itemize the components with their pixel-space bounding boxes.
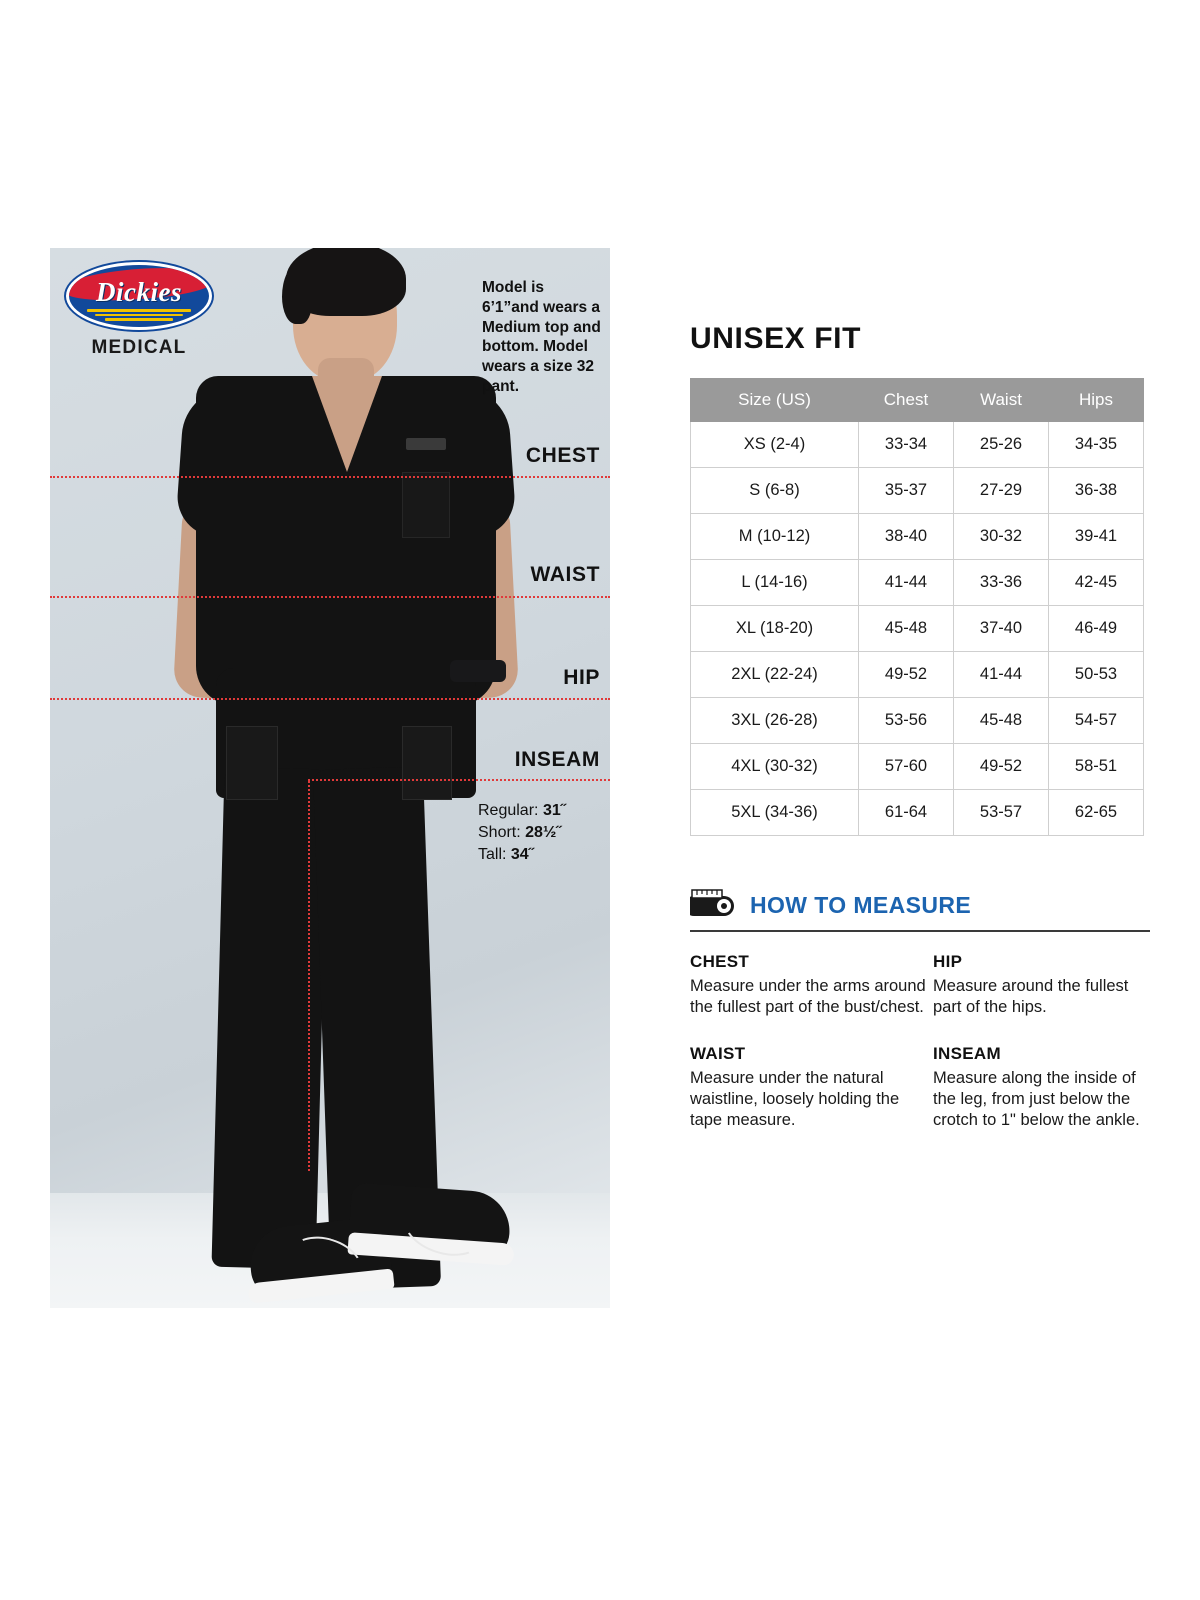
measure-item-hip-text: Measure around the fullest part of the hips. — [933, 977, 1129, 1017]
cell-size: XS (2-4) — [691, 422, 859, 468]
inseam-guide-line-horizontal — [308, 779, 610, 781]
scrub-top-chest-pocket — [402, 472, 450, 538]
how-to-measure-items — [690, 952, 1150, 1132]
size-chart-table — [690, 378, 1144, 836]
measure-item-inseam — [933, 1044, 1143, 1131]
cell-chest: 33-34 — [859, 422, 954, 468]
cell-chest: 57-60 — [859, 744, 954, 790]
cell-chest: 41-44 — [859, 560, 954, 606]
inseam-guide-line-vertical — [308, 781, 310, 1171]
inseam-option-regular-value: 31˝ — [542, 802, 567, 819]
size-chart-panel — [690, 322, 1150, 1132]
cell-chest: 38-40 — [859, 514, 954, 560]
table-row — [691, 790, 1144, 836]
measure-item-hip-title: HIP — [933, 952, 963, 971]
dickies-logo-bars-icon — [69, 309, 209, 322]
table-row — [691, 744, 1144, 790]
inseam-option-short-label: Short: — [478, 824, 521, 842]
inseam-option-tall-value: 34˝ — [510, 846, 535, 864]
table-row — [691, 698, 1144, 744]
measure-item-chest-title: CHEST — [690, 952, 750, 971]
cell-waist: 41-44 — [954, 652, 1049, 698]
cell-waist: 27-29 — [954, 468, 1049, 514]
scrub-top-brand-tag — [406, 438, 446, 450]
how-to-measure-title: HOW TO MEASURE — [750, 891, 972, 918]
column-header-hips: Hips — [1049, 379, 1144, 422]
chest-guide-label: CHEST — [525, 444, 600, 467]
measure-item-hip — [933, 952, 1143, 1018]
cell-waist: 30-32 — [954, 514, 1049, 560]
cell-chest: 49-52 — [859, 652, 954, 698]
cell-size: 4XL (30-32) — [691, 744, 859, 790]
cell-size: S (6-8) — [691, 468, 859, 514]
cell-chest: 35-37 — [859, 468, 954, 514]
cell-chest: 61-64 — [859, 790, 954, 836]
cell-waist: 33-36 — [954, 560, 1049, 606]
cell-size: XL (18-20) — [691, 606, 859, 652]
measure-item-waist-title: WAIST — [690, 1044, 746, 1064]
scrub-pant-left-cargo-pocket — [226, 726, 278, 800]
table-row — [691, 652, 1144, 698]
inseam-option-short — [478, 822, 610, 844]
cell-hips: 50-53 — [1049, 652, 1144, 698]
dickies-logo-wordmark: Dickies — [96, 277, 182, 307]
measure-item-inseam-text: Measure along the inside of the leg, from just below the crotch to 1" below the ankle. — [933, 1069, 1140, 1130]
tape-measure-icon — [690, 888, 740, 922]
wrist-watch — [450, 660, 506, 682]
page-title: UNISEX FIT — [690, 322, 862, 355]
inseam-guide-label: INSEAM — [514, 748, 600, 771]
inseam-length-options — [478, 800, 610, 866]
waist-guide-label: WAIST — [530, 563, 600, 586]
table-row — [691, 606, 1144, 652]
cell-size: M (10-12) — [691, 514, 859, 560]
cell-hips: 46-49 — [1049, 606, 1144, 652]
cell-hips: 54-57 — [1049, 698, 1144, 744]
scrub-pant-left-leg — [211, 767, 328, 1270]
column-header-waist: Waist — [954, 379, 1049, 422]
column-header-chest: Chest — [859, 379, 954, 422]
cell-hips: 39-41 — [1049, 514, 1144, 560]
model-note-text: Model is 6’1”and wears a Medium top and bottom. Model wears a size 32 pant. — [482, 279, 601, 396]
measure-item-inseam-title: INSEAM — [933, 1044, 1001, 1064]
inseam-option-regular — [478, 800, 610, 822]
hip-guide-label: HIP — [563, 666, 600, 689]
table-row — [691, 560, 1144, 606]
measure-item-chest — [690, 952, 933, 1018]
cell-hips: 58-51 — [1049, 744, 1144, 790]
inseam-option-tall — [478, 844, 610, 866]
how-to-measure-header — [690, 888, 1150, 922]
chest-guide-line — [50, 476, 610, 478]
column-header-size: Size (US) — [691, 379, 859, 422]
cell-waist: 49-52 — [954, 744, 1049, 790]
hip-guide-line — [50, 698, 610, 700]
cell-size: 2XL (22-24) — [691, 652, 859, 698]
table-row — [691, 468, 1144, 514]
inseam-option-short-value: 28½˝ — [525, 824, 562, 842]
scrub-pant-right-cargo-pocket — [402, 726, 452, 800]
dickies-logo-oval — [66, 262, 212, 330]
cell-size: 5XL (34-36) — [691, 790, 859, 836]
measure-item-chest-text: Measure under the arms around the fullest part of the bust/chest. — [690, 977, 926, 1017]
table-row — [691, 422, 1144, 468]
cell-hips: 36-38 — [1049, 468, 1144, 514]
dickies-logo — [64, 262, 214, 359]
cell-hips: 62-65 — [1049, 790, 1144, 836]
table-header-row — [691, 379, 1144, 422]
cell-chest: 53-56 — [859, 698, 954, 744]
model-photo-panel — [50, 248, 610, 1308]
cell-size: 3XL (26-28) — [691, 698, 859, 744]
measure-item-waist — [690, 1044, 933, 1131]
cell-hips: 34-35 — [1049, 422, 1144, 468]
waist-guide-line — [50, 596, 610, 598]
cell-waist: 45-48 — [954, 698, 1049, 744]
cell-waist: 25-26 — [954, 422, 1049, 468]
cell-waist: 37-40 — [954, 606, 1049, 652]
dickies-logo-registered-mark: ® — [200, 313, 206, 322]
model-figure-hair-side — [282, 264, 312, 324]
cell-chest: 45-48 — [859, 606, 954, 652]
cell-size: L (14-16) — [691, 560, 859, 606]
cell-waist: 53-57 — [954, 790, 1049, 836]
cell-hips: 42-45 — [1049, 560, 1144, 606]
measure-item-waist-text: Measure under the natural waistline, loosely holding the tape measure. — [690, 1069, 900, 1130]
brand-category-label: MEDICAL — [91, 337, 187, 358]
inseam-option-tall-label: Tall: — [478, 846, 507, 864]
table-row — [691, 514, 1144, 560]
inseam-option-regular-label: Regular: — [478, 802, 539, 819]
section-divider — [690, 930, 1150, 932]
